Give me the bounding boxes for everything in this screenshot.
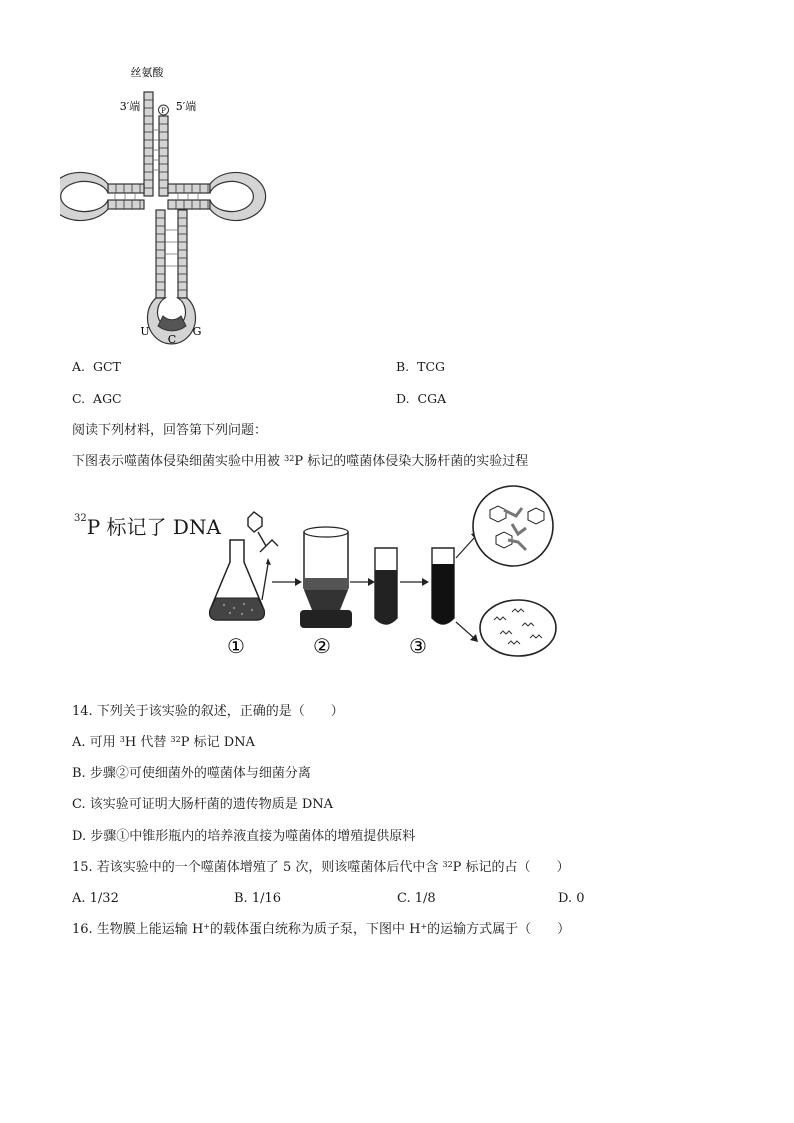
q15-stem: 15. 若该实验中的一个噬菌体增殖了 5 次，则该噬菌体后代中含 $^{32}$P 标记的占（ ） <box>72 860 570 875</box>
phage-experiment-diagram <box>200 480 570 665</box>
q14-option-a: A. 可用 $^3$H 代替 $^{32}$P 标记 DNA <box>72 735 255 750</box>
five-prime-label: 5′端 <box>175 100 197 113</box>
q14-stem: 14. 下列关于该实验的叙述，正确的是（ ） <box>72 704 344 719</box>
step-1-label: ① <box>227 634 245 658</box>
step-2-label: ② <box>313 634 331 658</box>
three-prime-label: 3′端 <box>119 100 141 113</box>
option-d: D. CGA <box>396 391 447 406</box>
q15-option-c: C. 1/8 <box>397 891 436 906</box>
anticodon-base-1: U <box>140 325 150 338</box>
intro-text: 阅读下列材料，回答第下列问题： <box>72 423 268 438</box>
option-c: C. AGC <box>72 391 122 406</box>
diagram-label: $^{32}$P 标记了 DNA <box>74 513 221 539</box>
q15-option-a: A. 1/32 <box>72 891 119 906</box>
option-b: B. TCG <box>396 359 446 374</box>
q14-option-d: D. 步骤①中锥形瓶内的培养液直接为噬菌体的增殖提供原料 <box>72 829 416 844</box>
anticodon-base-3: G <box>192 325 202 338</box>
q14-option-b: B. 步骤②可使细菌外的噬菌体与细菌分离 <box>72 766 311 781</box>
option-a: A. GCT <box>72 359 121 374</box>
amino-acid-label: 丝氨酸 <box>130 66 164 79</box>
anticodon-base-2: C <box>167 333 177 346</box>
step-3-label: ③ <box>409 634 427 658</box>
q16-stem: 16. 生物膜上能运输 H+的载体蛋白统称为质子泵，下图中 H+的运输方式属于（ ） <box>72 922 571 937</box>
material-text: 下图表示噬菌体侵染细菌实验中用被 $^{32}$P 标记的噬菌体侵染大肠杆菌的实验过程 <box>72 454 529 469</box>
q14-option-c: C. 该实验可证明大肠杆菌的遗传物质是 DNA <box>72 797 334 812</box>
q15-option-d: D. 0 <box>558 891 585 906</box>
phosphate-label: P <box>161 107 166 115</box>
trna-figure <box>60 60 275 350</box>
q15-option-b: B. 1/16 <box>234 891 282 906</box>
